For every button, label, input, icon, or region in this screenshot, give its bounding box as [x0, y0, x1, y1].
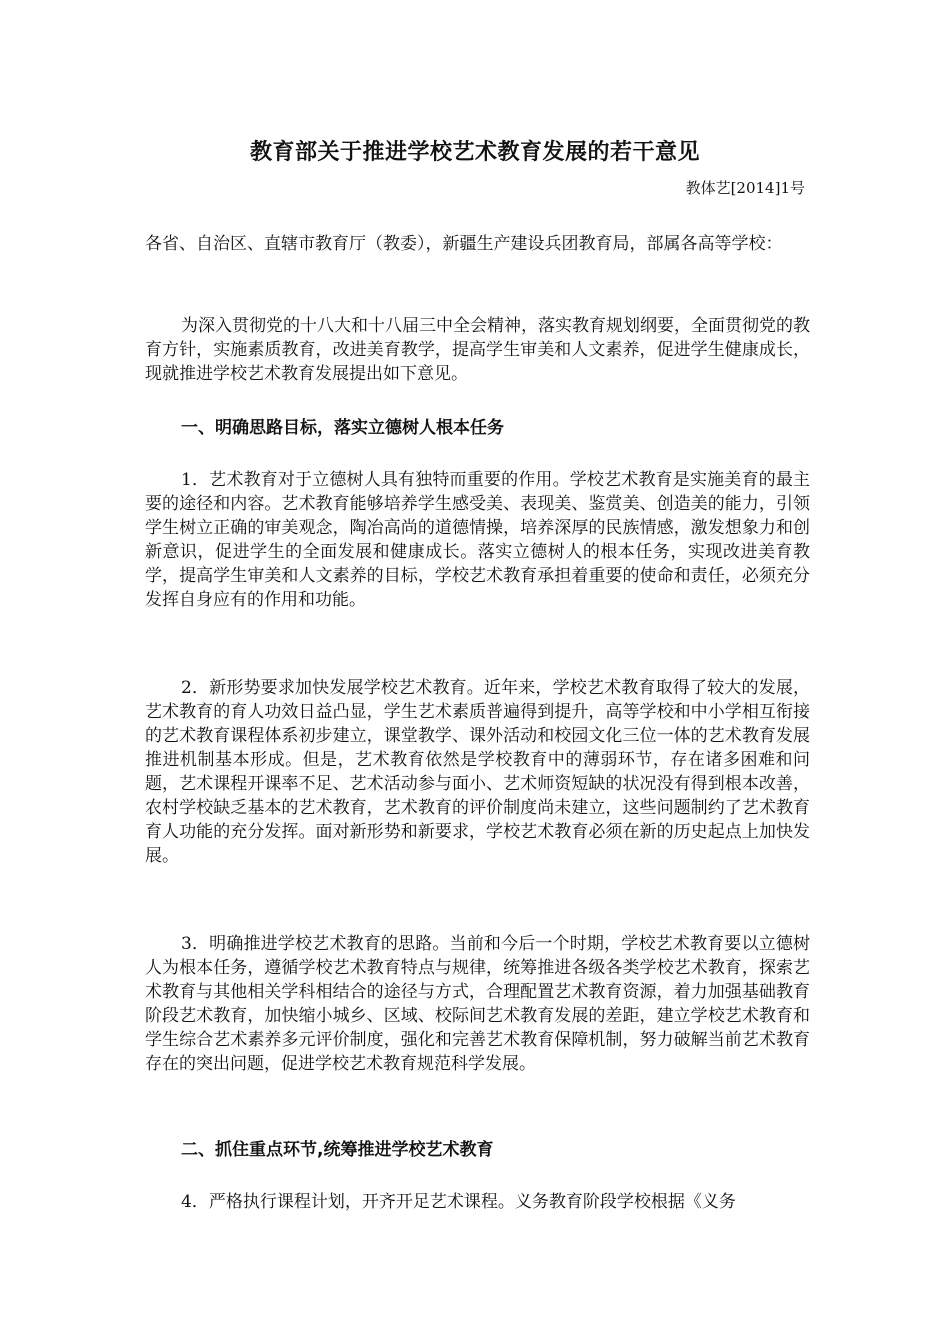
section-heading-2: 二、抓住重点环节,统筹推进学校艺术教育 — [181, 1140, 494, 1160]
section-heading-1: 一、明确思路目标，落实立德树人根本任务 — [181, 418, 504, 438]
paragraph-2: 2．新形势要求加快发展学校艺术教育。近年来，学校艺术教育取得了较大的发展，艺术教育的育人功效日益凸显，学生艺术素质普遍得到提升，高等学校和中小学相互衔接的艺术教育课程体系初步建立，课堂教学、课外活动和校园文化三位一体的艺术教育发展推进机制基本形成。但是，艺术教育依然是学校教育中的薄弱环节，存在诸多困难和问题，艺术课程开课率不足、艺术活动参与面小、艺术师资短缺的状况没有得到根本改善，农村学校缺乏基本的艺术教育，艺术教育的评价制度尚未建立，这些问题制约了艺术教育育人功能的充分发挥。面对新形势和新要求，学校艺术教育必须在新的历史起点上加快发展。 — [145, 678, 810, 866]
addressee: 各省、自治区、直辖市教育厅（教委），新疆生产建设兵团教育局，部属各高等学校： — [145, 234, 783, 254]
paragraph-1: 1．艺术教育对于立德树人具有独特而重要的作用。学校艺术教育是实施美育的最主要的途径和内容。艺术教育能够培养学生感受美、表现美、鉴赏美、创造美的能力，引领学生树立正确的审美观念，陶冶高尚的道德情操，培养深厚的民族情感，激发想象力和创新意识，促进学生的全面发展和健康成长。落实立德树人的根本任务，实现改进美育教学，提高学生审美和人文素养的目标，学校艺术教育承担着重要的使命和责任，必须充分发挥自身应有的作用和功能。 — [145, 470, 810, 610]
document-title: 教育部关于推进学校艺术教育发展的若干意见 — [249, 140, 700, 165]
paragraph-3: 3．明确推进学校艺术教育的思路。当前和今后一个时期，学校艺术教育要以立德树人为根本任务，遵循学校艺术教育特点与规律，统筹推进各级各类学校艺术教育，探索艺术教育与其他相关学科相结合的途径与方式，合理配置艺术教育资源，着力加强基础教育阶段艺术教育，加快缩小城乡、区域、校际间艺术教育发展的差距，建立学校艺术教育和学生综合艺术素养多元评价制度，强化和完善艺术教育保障机制，努力破解当前艺术教育存在的突出问题，促进学校艺术教育规范科学发展。 — [145, 934, 810, 1074]
paragraph-4: 4．严格执行课程计划，开齐开足艺术课程。义务教育阶段学校根据《义务 — [181, 1192, 736, 1212]
document-number: 教体艺[2014]1号 — [685, 179, 805, 197]
intro-paragraph: 为深入贯彻党的十八大和十八届三中全会精神，落实教育规划纲要，全面贯彻党的教育方针，实施素质教育，改进美育教学，提高学生审美和人文素养，促进学生健康成长，现就推进学校艺术教育发展提出如下意见。 — [145, 316, 810, 384]
